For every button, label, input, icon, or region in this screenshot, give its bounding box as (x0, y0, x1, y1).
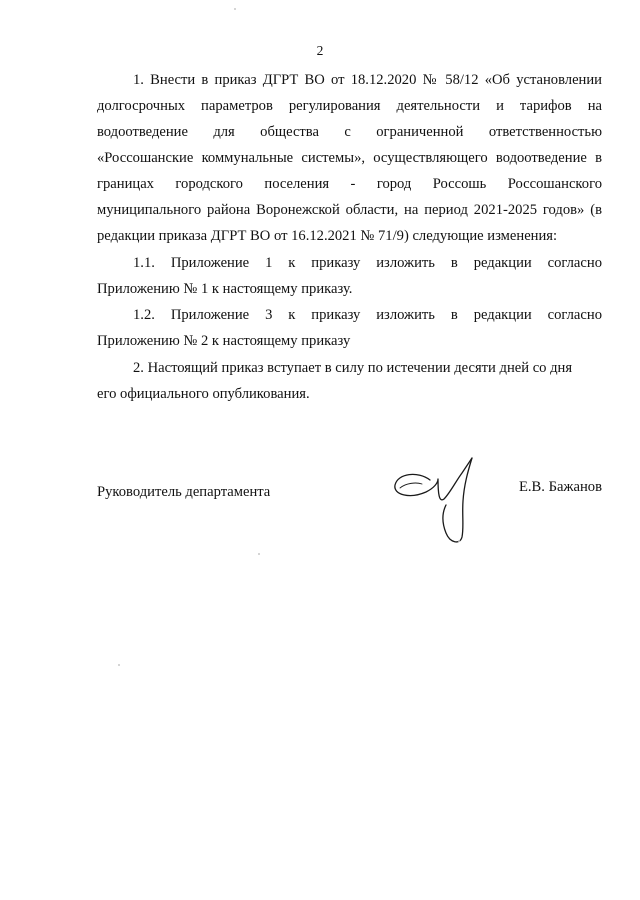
paragraph-2-line-2: его официального опубликования. (97, 386, 310, 402)
paragraph-1-line-5: границах городского поселения - город Россошь Россошанского (97, 176, 602, 192)
paragraph-1-line-7: редакции приказа ДГРТ ВО от 16.12.2021 № 71/9) следующие изменения: (97, 228, 558, 244)
paragraph-1-line-6: муниципального района Воронежской области, на период 2021-2025 годов» (в (97, 202, 602, 218)
paragraph-1-line-4: «Россошанские коммунальные системы», осуществляющего водоотведение в (97, 150, 602, 166)
item-1-2-line-2: Приложению № 2 к настоящему приказу (97, 333, 351, 349)
scan-speck (118, 664, 120, 666)
page-number: 2 (316, 43, 324, 58)
item-1-2-line-1: 1.2. Приложение 3 к приказу изложить в редакции согласно (133, 307, 602, 323)
item-1-1-line-1: 1.1. Приложение 1 к приказу изложить в редакции согласно (133, 255, 602, 271)
scan-speck (234, 8, 236, 10)
scan-speck (458, 540, 460, 542)
paragraph-1-line-1: 1. Внести в приказ ДГРТ ВО от 18.12.2020 № 58/12 «Об установлении (133, 72, 602, 88)
paragraph-2-line-1: 2. Настоящий приказ вступает в силу по истечении десяти дней со дня (133, 360, 573, 376)
handwritten-signature (392, 453, 492, 545)
signatory-name: Е.В. Бажанов (518, 479, 602, 495)
paragraph-1-line-2: долгосрочных параметров регулирования деятельности и тарифов на (97, 98, 602, 114)
paragraph-1-line-3: водоотведение для общества с ограниченной ответственностью (97, 124, 602, 140)
item-1-1-line-2: Приложению № 1 к настоящему приказу. (97, 281, 353, 297)
signatory-title: Руководитель департамента (97, 484, 271, 500)
scan-speck (258, 553, 260, 555)
